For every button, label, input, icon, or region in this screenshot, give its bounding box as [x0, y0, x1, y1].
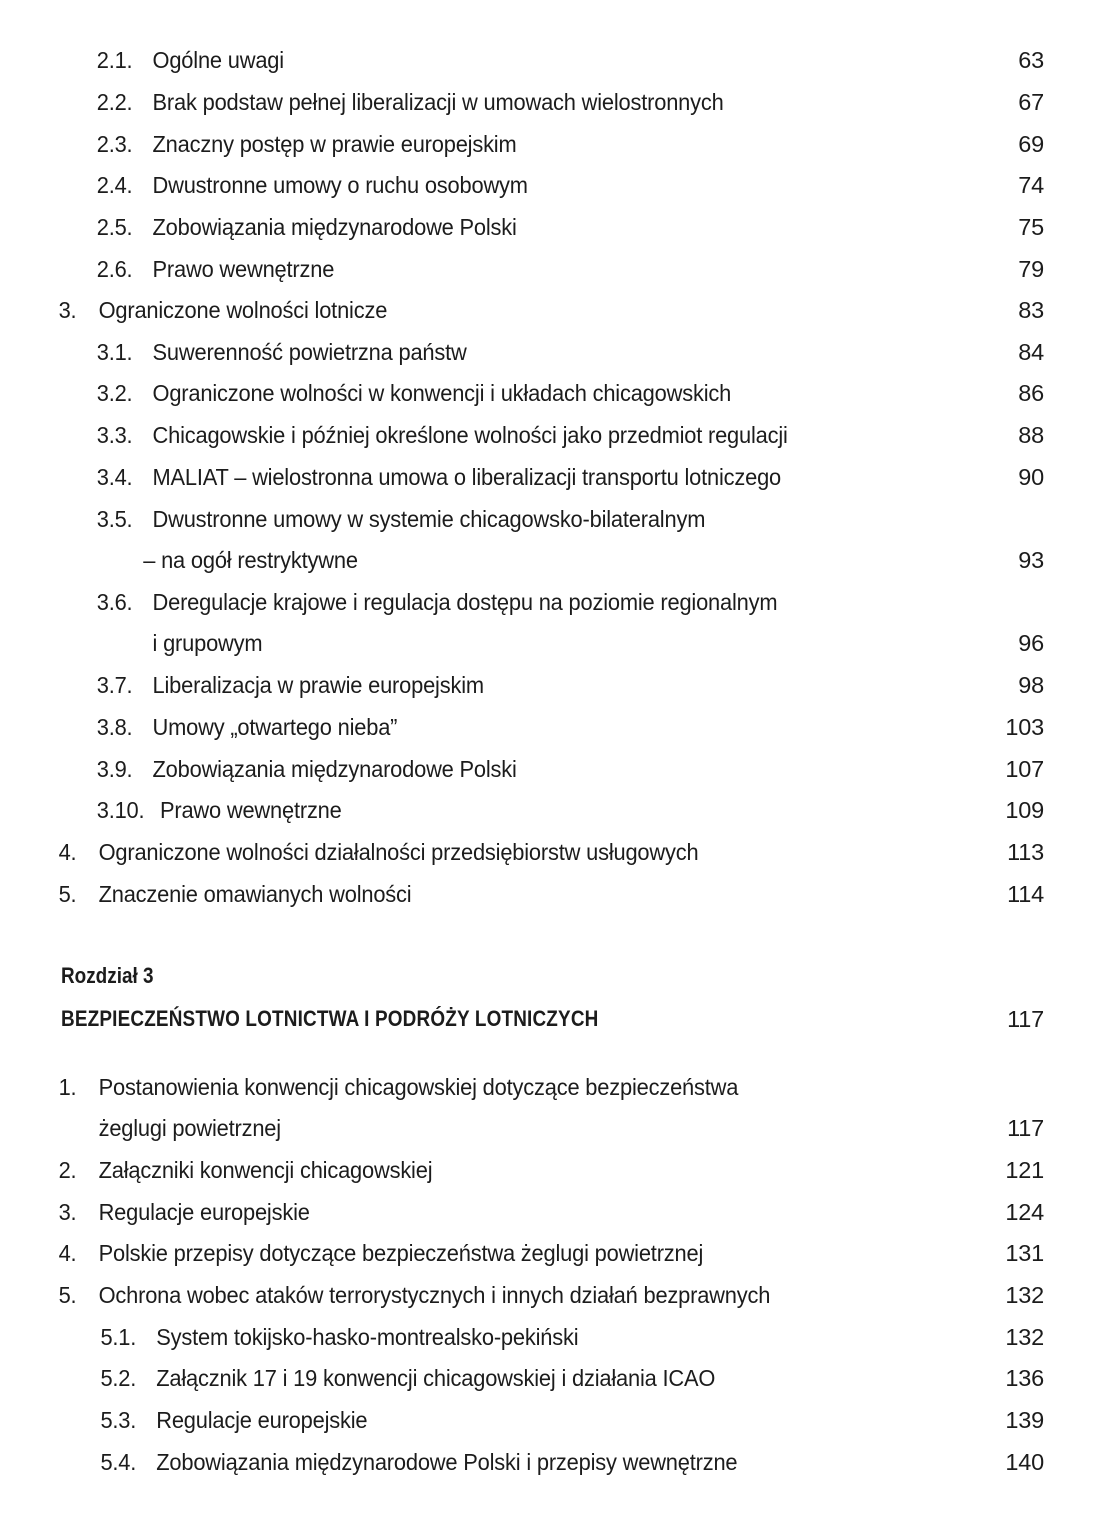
entry-page: 98 [1018, 672, 1044, 698]
entry-title: Zobowiązania międzynarodowe Polski i przepisy wewnętrzne [156, 1449, 738, 1475]
entry-page: 121 [1005, 1157, 1044, 1183]
entry-number: 3.2. [96, 380, 133, 406]
entry-page: 90 [1018, 464, 1044, 490]
entry-title: Ograniczone wolności w konwencji i układach chicagowskich [152, 380, 732, 406]
entry-number: 2.3. [96, 131, 133, 157]
toc-ch3-entry-3 [0, 1191, 1019, 1233]
entry-page: 113 [1007, 839, 1044, 865]
entry-number: 3. [58, 1199, 77, 1225]
entry-number: 2.1. [96, 47, 133, 73]
toc-entry-3-4 [0, 456, 1019, 498]
toc-entry-4 [0, 831, 1019, 873]
entry-page: 69 [1018, 131, 1044, 157]
entry-number: 5.4. [100, 1449, 137, 1475]
entry-title: MALIAT – wielostronna umowa o liberalizacji transportu lotniczego [152, 464, 782, 490]
entry-number: 5.3. [100, 1407, 137, 1433]
entry-page: 140 [1005, 1449, 1044, 1475]
entry-title: Zobowiązania międzynarodowe Polski [152, 756, 517, 782]
toc-entry-3-8 [0, 706, 1019, 748]
chapter-title: BEZPIECZEŃSTWO LOTNICTWA I PODRÓŻY LOTNICZYCH [61, 1006, 599, 1031]
entry-title-continued: – na ogół restryktywne [143, 547, 358, 573]
entry-title: Prawo wewnętrzne [159, 797, 342, 823]
entry-title: Polskie przepisy dotyczące bezpieczeństwa żeglugi powietrznej [98, 1240, 704, 1266]
entry-number: 1. [58, 1074, 77, 1100]
entry-number: 2.4. [96, 172, 133, 198]
entry-number: 3.3. [96, 422, 133, 448]
entry-title-continued: i grupowym [152, 630, 263, 656]
toc-ch3-entry-5 [0, 1274, 1019, 1316]
toc-ch3-entry-5-1 [0, 1316, 1019, 1358]
toc-entry-3-9 [0, 748, 1019, 790]
toc-ch3-entry-1-continued [0, 1107, 1019, 1149]
entry-number: 3.8. [96, 714, 133, 740]
chapter-page: 117 [1007, 1006, 1044, 1032]
entry-title: Deregulacje krajowe i regulacja dostępu na poziomie regionalnym [152, 589, 778, 615]
entry-page: 67 [1018, 89, 1044, 115]
entry-page: 131 [1005, 1240, 1044, 1266]
toc-entry-3-6 [0, 581, 1019, 623]
entry-number: 3.10. [96, 797, 145, 823]
entry-title: Liberalizacja w prawie europejskim [152, 672, 484, 698]
entry-page: 103 [1005, 714, 1044, 740]
entry-page: 84 [1018, 339, 1044, 365]
entry-number: 3.6. [96, 589, 133, 615]
toc-entry-2-3 [0, 123, 1019, 165]
entry-title: Znaczenie omawianych wolności [98, 881, 412, 907]
entry-title: Regulacje europejskie [156, 1407, 368, 1433]
toc-ch3-entry-5-2 [0, 1357, 1019, 1399]
entry-title: Regulacje europejskie [98, 1199, 310, 1225]
entry-page: 83 [1018, 297, 1044, 323]
entry-page: 86 [1018, 380, 1044, 406]
entry-page: 88 [1018, 422, 1044, 448]
entry-title: Chicagowskie i później określone wolności jako przedmiot regulacji [152, 422, 788, 448]
entry-number: 5. [58, 1282, 77, 1308]
toc-entry-2-2 [0, 81, 1019, 123]
entry-title: Ogólne uwagi [152, 47, 284, 73]
entry-title: Suwerenność powietrzna państw [152, 339, 467, 365]
entry-page: 117 [1007, 1115, 1044, 1141]
entry-page: 107 [1005, 756, 1044, 782]
toc-entry-3-5-continued [0, 539, 1019, 581]
entry-number: 4. [58, 1240, 77, 1266]
entry-title: System tokijsko-hasko-montrealsko-pekiński [156, 1324, 579, 1350]
entry-page: 136 [1005, 1365, 1044, 1391]
toc-ch3-entry-1 [0, 1066, 1019, 1108]
toc-entry-2-1 [0, 39, 1019, 81]
entry-title: Brak podstaw pełnej liberalizacji w umowach wielostronnych [152, 89, 724, 115]
entry-number: 3.7. [96, 672, 133, 698]
entry-number: 3.9. [96, 756, 133, 782]
entry-number: 3.5. [96, 506, 133, 532]
entry-number: 3.4. [96, 464, 133, 490]
toc-entry-3-1 [0, 331, 1019, 373]
toc-entry-2-4 [0, 164, 1019, 206]
entry-title: Dwustronne umowy o ruchu osobowym [152, 172, 528, 198]
toc-ch3-entry-2 [0, 1149, 1019, 1191]
entry-title: Dwustronne umowy w systemie chicagowsko-bilateralnym [152, 506, 706, 532]
entry-page: 109 [1005, 797, 1044, 823]
entry-page: 124 [1005, 1199, 1044, 1225]
toc-entry-3-5 [0, 498, 1019, 540]
entry-title: Ograniczone wolności działalności przedsiębiorstw usługowych [98, 839, 699, 865]
entry-title: Zobowiązania międzynarodowe Polski [152, 214, 517, 240]
entry-page: 139 [1005, 1407, 1044, 1433]
entry-page: 132 [1005, 1282, 1044, 1308]
toc-entry-3-6-continued [0, 622, 1019, 664]
entry-title: Ochrona wobec ataków terrorystycznych i innych działań bezprawnych [98, 1282, 771, 1308]
entry-number: 3.1. [96, 339, 133, 365]
toc-entry-3-2 [0, 372, 1019, 414]
entry-number: 3. [58, 297, 77, 323]
entry-title: Postanowienia konwencji chicagowskiej dotyczące bezpieczeństwa [98, 1074, 739, 1100]
entry-page: 93 [1018, 547, 1044, 573]
entry-page: 96 [1018, 630, 1044, 656]
entry-title-continued: żeglugi powietrznej [98, 1115, 281, 1141]
entry-page: 75 [1018, 214, 1044, 240]
entry-title: Ograniczone wolności lotnicze [98, 297, 388, 323]
entry-number: 5. [58, 881, 77, 907]
entry-number: 5.1. [100, 1324, 137, 1350]
entry-number: 4. [58, 839, 77, 865]
chapter-label: Rozdział 3 [61, 963, 154, 988]
entry-title: Prawo wewnętrzne [152, 256, 335, 282]
entry-number: 2.2. [96, 89, 133, 115]
entry-page: 74 [1018, 172, 1044, 198]
toc-entry-2-6 [0, 248, 1019, 290]
toc-entry-3 [0, 289, 1019, 331]
toc-entry-3-7 [0, 664, 1019, 706]
toc-entry-5 [0, 873, 1019, 915]
entry-title: Załączniki konwencji chicagowskiej [98, 1157, 433, 1183]
entry-number: 2. [58, 1157, 77, 1183]
toc-ch3-entry-5-3 [0, 1399, 1019, 1441]
entry-number: 5.2. [100, 1365, 137, 1391]
toc-entry-3-3 [0, 414, 1019, 456]
entry-page: 79 [1018, 256, 1044, 282]
entry-title: Załącznik 17 i 19 konwencji chicagowskiej i działania ICAO [156, 1365, 716, 1391]
entry-number: 2.5. [96, 214, 133, 240]
toc-entry-3-10 [0, 789, 1019, 831]
toc-ch3-entry-4 [0, 1232, 1019, 1274]
toc-entry-2-5 [0, 206, 1019, 248]
entry-number: 2.6. [96, 256, 133, 282]
entry-page: 114 [1007, 881, 1044, 907]
toc-ch3-entry-5-4 [0, 1441, 1019, 1483]
entry-title: Umowy „otwartego nieba” [152, 714, 398, 740]
entry-title: Znaczny postęp w prawie europejskim [152, 131, 517, 157]
entry-page: 63 [1018, 47, 1044, 73]
entry-page: 132 [1005, 1324, 1044, 1350]
